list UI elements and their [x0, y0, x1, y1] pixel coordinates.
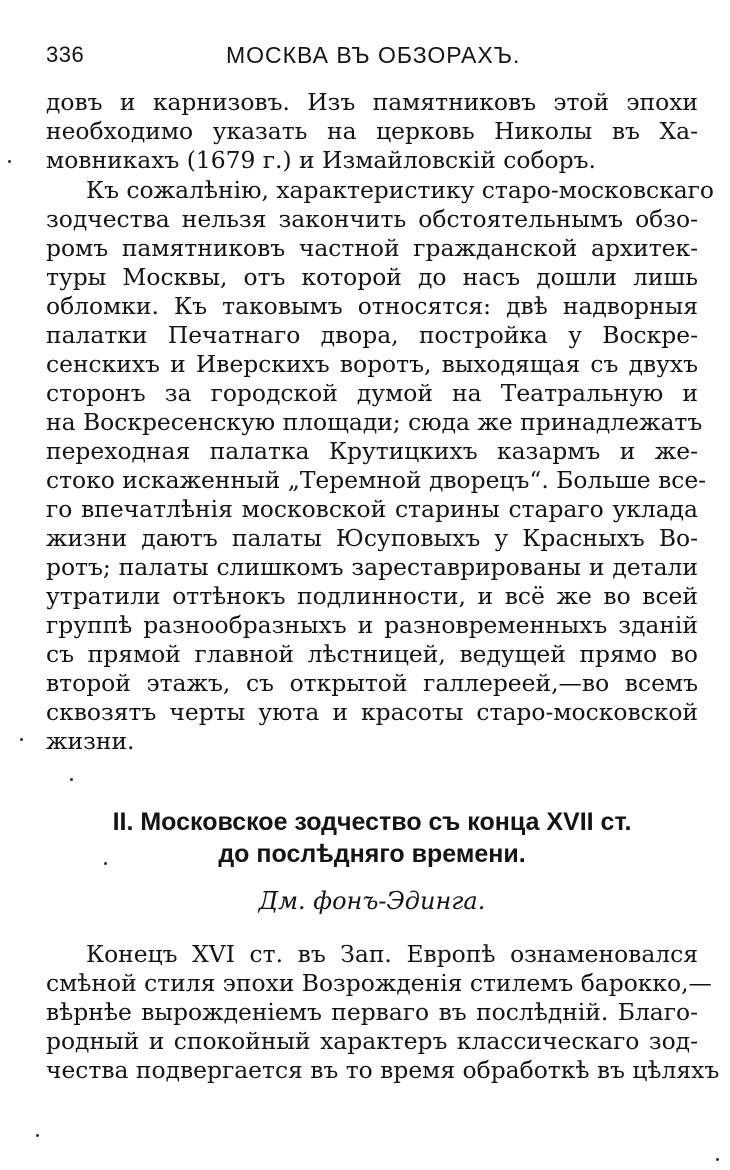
text-line: мовникахъ (1679 г.) и Измайловскій соборъ. — [46, 146, 596, 174]
section-heading — [46, 806, 698, 870]
text-line: смѣной стиля эпохи Возрожденія стилемъ барокко,— — [46, 969, 712, 997]
text-line: довъ и карнизовъ. Изъ памятниковъ этой эпохи — [46, 88, 698, 116]
text-line: ротъ; палаты слишкомъ зареставрированы и детали — [46, 553, 698, 581]
scan-speck — [70, 778, 73, 781]
text-line: Къ сожалѣнію, характеристику старо-московскаго — [86, 176, 714, 204]
text-line: зодчества нельзя закончить обстоятельнымъ обзо- — [46, 205, 698, 233]
running-head — [46, 38, 698, 72]
text-line: на Воскресенскую площади; сюда же принадлежатъ — [46, 408, 703, 436]
text-line: переходная палатка Крутицкихъ казармъ и же- — [46, 437, 698, 465]
text-line: Конецъ XVI ст. въ Зап. Европѣ ознаменовался — [86, 940, 698, 968]
section-heading-line: II. Московское зодчество съ конца XVII ст. — [112, 808, 632, 836]
text-line: сквозятъ черты уюта и красоты старо-московской — [46, 698, 698, 726]
text-line: го впечатлѣнія московской старины стараго уклада — [46, 495, 698, 523]
text-line: жизни даютъ палаты Юсуповыхъ у Красныхъ Во- — [46, 524, 698, 552]
text-line: родный и спокойный характеръ классическаго зод- — [46, 1027, 698, 1055]
scan-speck — [104, 862, 107, 865]
running-title: МОСКВА ВЪ ОБЗОРАХЪ. — [226, 42, 521, 68]
scan-speck — [20, 738, 23, 741]
text-line: второй этажъ, съ открытой галлереей,—во всемъ — [46, 669, 698, 697]
text-line: сенскихъ и Иверскихъ воротъ, выходящая съ двухъ — [46, 350, 698, 378]
text-line: группѣ разнообразныхъ и разновременныхъ зданій — [46, 611, 698, 639]
text-line: ромъ памятниковъ частной гражданской архитек- — [46, 234, 698, 262]
scan-speck — [36, 1134, 39, 1137]
text-line: палатки Печатнаго двора, постройка у Воскре- — [46, 321, 698, 349]
text-line: стоко искаженный „Теремной дворецъ“. Больше все- — [46, 466, 707, 494]
text-line: утратили оттѣнокъ подлинности, и всё же во всей — [46, 582, 698, 610]
text-line: необходимо указать на церковь Николы въ Ха- — [46, 117, 698, 145]
text-line: обломки. Къ таковымъ относятся: двѣ надворныя — [46, 292, 698, 320]
text-line: туры Москвы, отъ которой до насъ дошли лишь — [46, 263, 698, 291]
paragraph-main — [46, 176, 714, 756]
section-heading-line: до послѣдняго времени. — [218, 840, 526, 868]
text-line: съ прямой главной лѣстницей, ведущей прямо во — [46, 640, 698, 668]
scan-speck — [716, 1158, 719, 1161]
scan-speck — [8, 160, 11, 163]
text-line: вѣрнѣе вырожденіемъ перваго въ послѣдній. Благо- — [46, 998, 698, 1026]
paragraph-new-section — [46, 940, 720, 1085]
page-number: 336 — [46, 42, 85, 67]
text-line: сторонъ за городской думой на Театральную и — [46, 379, 698, 407]
text-line: чества подвергается въ то время обработкѣ въ цѣляхъ — [46, 1056, 720, 1084]
paragraph-continuation — [46, 88, 698, 175]
author-byline: Дм. фонъ-Эдинга. — [258, 887, 486, 915]
text-line: жизни. — [46, 727, 135, 755]
